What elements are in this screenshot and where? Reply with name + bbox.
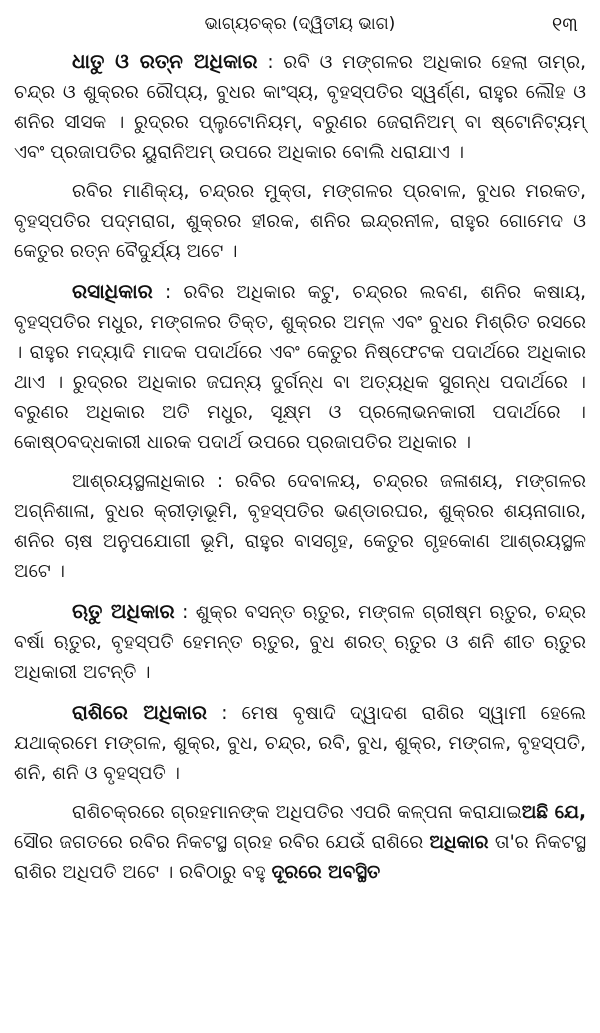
paragraph-ashraya xyxy=(14,467,586,587)
body-ashraya: : ରବିର ଦେବାଳୟ, ଚନ୍ଦ୍ରର ଜଳାଶୟ, ମଙ୍ଗଳର ଅଗ୍ନିଶାଳା, ବୁଧର କ୍ରୀଡ଼ାଭୂମି, ବୃହସ୍ପତିର ଭଣ୍ଡାରଘର, ଶୁକ୍ରର ଶୟନାଗାର, ଶନିର ଚାଷ ଅନୁପଯୋଗୀ ଭୂମି, ରାହୁର ବାସଗୃହ, କେତୁର ଗୃହକୋଣ ଆଶ୍ରୟସ୍ଥଳ ଅଟେ । xyxy=(14,471,586,582)
paragraph-gems: ରବିର ମାଣିକ୍ୟ, ଚନ୍ଦ୍ରର ମୁକ୍ତା, ମଙ୍ଗଳର ପ୍ରବାଳ, ବୁଧର ମରକତ, ବୃହସ୍ପତିର ପଦ୍ମରାଗ, ଶୁକ୍ରର ହୀରକ, ଶନିର ଇନ୍ଦ୍ରନୀଳ, ରାହୁର ଗୋମେଦ ଓ କେତୁର ରତ୍ନ ବୈଦୁର୍ଯ୍ୟ ଅଟେ । xyxy=(14,181,586,262)
heading-dhatu-ratna: ଧାତୁ ଓ ରତ୍ନ ଅଧିକାର xyxy=(72,49,258,73)
closing-part1: ରାଶିଚକ୍ରରେ ଗ୍ରହମାନଙ୍କ ଅଧିପତିର ଏପରି କଳ୍ପନା କରାଯାଇ xyxy=(72,802,522,823)
body-rashi: : ମେଷ ବୃଷାଦି ଦ୍ୱାଦଶ ରାଶିର ସ୍ୱାମୀ ହେଲେ ଯଥାକ୍ରମେ ମଙ୍ଗଳ, ଶୁକ୍ର, ବୁଧ, ଚନ୍ଦ୍ର, ରବି, ବୁଧ, ଶୁକ୍ର, ମଙ୍ଗଳ, ବୃହସ୍ପତି, ଶନି, ଶନି ଓ ବୃହସ୍ପତି । xyxy=(14,703,587,784)
heading-ritu: ଋତୁ ଅଧିକାର xyxy=(72,599,175,623)
running-head: ଭାଗ୍ୟଚକ୍ର (ଦ୍ୱିତୀୟ ଭାଗ) xyxy=(204,14,396,34)
heading-rashi: ରାଶିରେ ଅଧିକାର xyxy=(72,700,208,724)
paragraph-metal-gem-rule xyxy=(14,46,586,168)
body-ritu: : ଶୁକ୍ର ବସନ୍ତ ଋତୁର, ମଙ୍ଗଳ ଗ୍ରୀଷ୍ମ ଋତୁର, ଚନ୍ଦ୍ର ବର୍ଷା ଋତୁର, ବୃହସ୍ପତି ହେମନ୍ତ ଋତୁର, ବୁଧ ଶରତ୍ ଋତୁର ଓ ଶନି ଶୀତ ଋତୁର ଅଧିକାରୀ ଅଟନ୍ତି । xyxy=(14,602,586,683)
body-dhatu-ratna: : ରବି ଓ ମଙ୍ଗଳର ଅଧିକାର ହେଲା ତାମ୍ର, ଚନ୍ଦ୍ର ଓ ଶୁକ୍ରର ରୌପ୍ୟ, ବୁଧର କାଂସ୍ୟ, ବୃହସ୍ପତିର ସ୍ୱର୍ଣ୍ଣ, ରାହୁର ଲୌହ ଓ ଶନିର ସୀସକ । ରୁଦ୍ରର ପ୍ଲୁଟୋନିୟମ୍, ବରୁଣର ଜେରାନିଅମ୍ ବା ଷ୍ଟୋନିଟ୍ୟମ୍ ଏବଂ ପ୍ରଜାପତିର ୟୁରାନିଅମ୍ ଉପରେ ଅଧିକାର ବୋଲି ଧରାଯାଏ । xyxy=(14,52,586,163)
lead-ashraya: ଆଶ୍ରୟସ୍ଥଳାଧିକାର xyxy=(72,471,205,492)
paragraph-rasa xyxy=(14,276,586,458)
closing-bold3: ଦୂରରେ ଅବସ୍ଥିତ xyxy=(271,862,381,883)
closing-bold2: ଅଧିକାର xyxy=(429,832,489,853)
body-rasa: : ରବିର ଅଧିକାର କଟୁ, ଚନ୍ଦ୍ରର ଲବଣ, ଶନିର କଷାୟ, ବୃହସ୍ପତିର ମଧୁର, ମଙ୍ଗଳର ତିକ୍ତ, ଶୁକ୍ରର ଅମ୍ଳ ଏବଂ ବୁଧର ମିଶ୍ରିତ ରସରେ । ରାହୁର ମଦ୍ୟାଦି ମାଦକ ପଦାର୍ଥରେ ଏବଂ କେତୁର ନିଷ୍ଫେଟକ ପଦାର୍ଥରେ ଅଧିକାର ଥାଏ । ରୁଦ୍ରର ଅଧିକାର ଜଘନ୍ୟ ଦୁର୍ଗନ୍ଧ ବା ଅତ୍ୟଧିକ ସୁଗନ୍ଧ ପଦାର୍ଥରେ । ବରୁଣର ଅଧିକାର ଅତି ମଧୁର, ସୂକ୍ଷ୍ମ ଓ ପ୍ରଲୋଭନକାରୀ ପଦାର୍ଥରେ । କୋଷ୍ଠବଦ୍ଧକାରୀ ଧାରକ ପଦାର୍ଥ ଉପରେ ପ୍ରଜାପତିର ଅଧିକାର । xyxy=(14,282,586,453)
heading-rasa: ରସାଧିକାର xyxy=(72,279,153,303)
closing-part2: ସୌର ଜଗତରେ ରବିର ନିକଟସ୍ଥ ଗ୍ରହ ରବିର ଯେଉଁ ରାଶିରେ xyxy=(14,832,430,853)
paragraph-rashi xyxy=(14,697,586,789)
closing-part3: ତା'ର ନିକଟସ୍ଥ ରାଶିର ଅଧିପତି ଅଟେ । ରବିଠାରୁ ବହୁ xyxy=(14,832,586,883)
closing-bold1: ଅଛି ଯେ, xyxy=(521,802,587,823)
paragraph-closing xyxy=(14,798,586,888)
paragraph-ritu xyxy=(14,596,586,688)
page-number: ୧୩ xyxy=(551,12,578,36)
page-header xyxy=(14,6,586,46)
